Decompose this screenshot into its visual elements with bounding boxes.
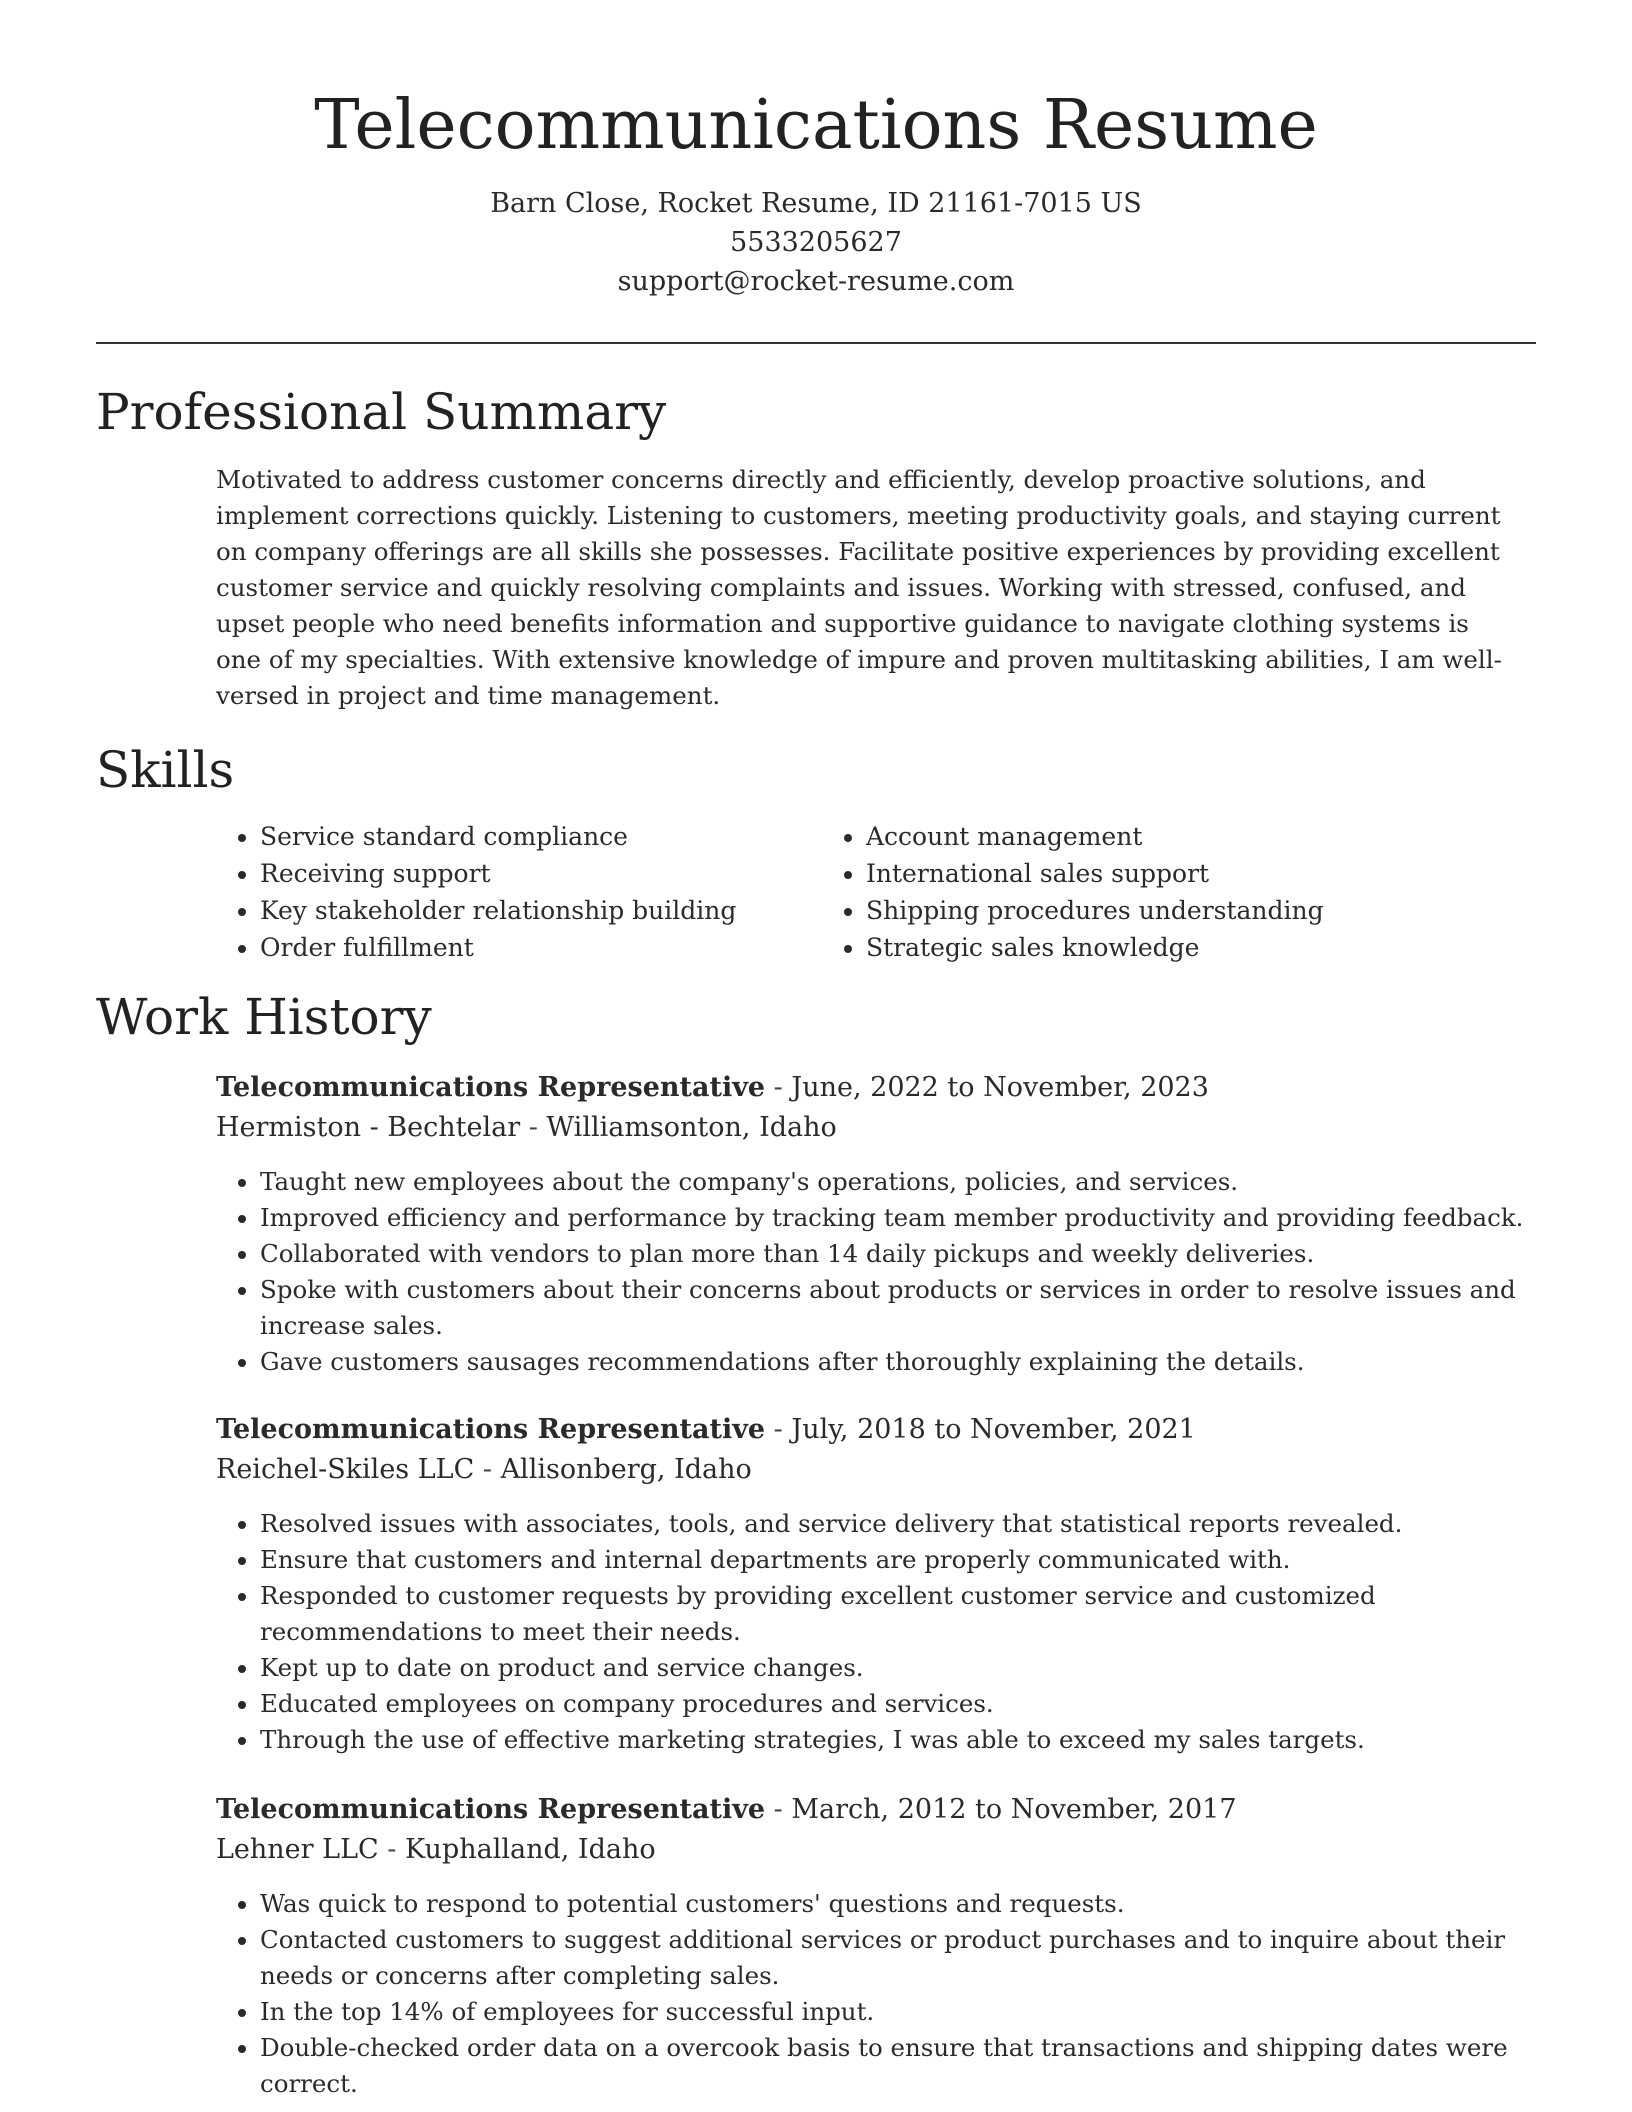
skills-list (216, 818, 1516, 966)
separator: - (765, 1414, 792, 1445)
job-title: Telecommunications Representative (216, 1794, 766, 1825)
header-divider (96, 342, 1536, 344)
job-location: Kuphalland, Idaho (404, 1834, 656, 1865)
contact-phone: 5533205627 (730, 227, 902, 258)
skills-column-left (216, 818, 822, 966)
job-bullet: • Was quick to respond to potential customers' questions and requests. (260, 1886, 1526, 1922)
job-title: Telecommunications Representative (216, 1072, 766, 1103)
separator: - (765, 1072, 792, 1103)
resume-header (96, 80, 1536, 301)
contact-email: support@rocket-resume.com (617, 266, 1015, 297)
job-company: Hermiston - Bechtelar (216, 1112, 521, 1143)
job-company-line (216, 1450, 1526, 1490)
job-bullet: • Responded to customer requests by providing excellent customer service and customized recommendations to meet their needs. (260, 1578, 1526, 1650)
skills-column-right (822, 818, 1428, 966)
skill-item: • Receiving support (260, 855, 822, 892)
work-history-heading: Work History (96, 988, 432, 1046)
job-dates: June, 2022 to November, 2023 (791, 1072, 1209, 1103)
job-bullet: • Gave customers sausages recommendations after thoroughly explaining the details. (260, 1344, 1526, 1380)
separator: - (520, 1112, 547, 1143)
summary-text: Motivated to address customer concerns directly and efficiently, develop proactive solutions, and implement corrections quickly. Listening to customers, meeting productivity goals, and staying current on company offerings are all skills she possesses. Facilitate positive experiences by providing excellent customer service and quickly resolving complaints and issues. Working with stressed, confused, and upset people who need benefits information and supportive guidance to navigate clothing systems is one of my specialties. With extensive knowledge of impure and proven multitasking abilities, I am well-versed in project and time management. (216, 465, 1502, 710)
job-dates: July, 2018 to November, 2021 (791, 1414, 1196, 1445)
skill-item: • Strategic sales knowledge (866, 929, 1428, 966)
skill-item: • Order fulfillment (260, 929, 822, 966)
job-bullets (216, 1886, 1526, 2102)
job-location: Williamsonton, Idaho (546, 1112, 837, 1143)
job-dates: March, 2012 to November, 2017 (791, 1794, 1237, 1825)
summary-heading: Professional Summary (96, 383, 667, 441)
job-title: Telecommunications Representative (216, 1414, 766, 1445)
job-bullets (216, 1164, 1526, 1380)
skill-item: • Account management (866, 818, 1428, 855)
job-company-line (216, 1830, 1526, 1870)
job-title-line (216, 1068, 1526, 1108)
job-entry (216, 1410, 1526, 1758)
job-entry (216, 1068, 1526, 1380)
separator: - (765, 1794, 792, 1825)
job-company-line (216, 1108, 1526, 1148)
job-entry (216, 1790, 1526, 2102)
job-bullets (216, 1506, 1526, 1758)
skill-item: • Shipping procedures understanding (866, 892, 1428, 929)
job-location: Allisonberg, Idaho (500, 1454, 752, 1485)
job-title-line (216, 1790, 1526, 1830)
job-bullet: • Double-checked order data on a overcook basis to ensure that transactions and shipping dates were correct. (260, 2030, 1526, 2102)
job-bullet: • Kept up to date on product and service changes. (260, 1650, 1526, 1686)
separator: - (378, 1834, 405, 1865)
job-bullet: • Ensure that customers and internal departments are properly communicated with. (260, 1542, 1526, 1578)
skill-item: • Key stakeholder relationship building (260, 892, 822, 929)
skill-item: • Service standard compliance (260, 818, 822, 855)
skill-item: • International sales support (866, 855, 1428, 892)
job-company: Reichel-Skiles LLC (216, 1454, 475, 1485)
skills-heading: Skills (96, 741, 235, 799)
job-bullet: • Improved efficiency and performance by tracking team member productivity and providing feedback. (260, 1200, 1526, 1236)
separator: - (474, 1454, 501, 1485)
job-title-line (216, 1410, 1526, 1450)
resume-name: Telecommunications Resume (314, 86, 1318, 165)
job-bullet: • Taught new employees about the company's operations, policies, and services. (260, 1164, 1526, 1200)
job-bullet: • Contacted customers to suggest additional services or product purchases and to inquire about their needs or concerns after completing sales. (260, 1922, 1526, 1994)
job-bullet: • Educated employees on company procedures and services. (260, 1686, 1526, 1722)
job-bullet: • Through the use of effective marketing strategies, I was able to exceed my sales targets. (260, 1722, 1526, 1758)
job-company: Lehner LLC (216, 1834, 379, 1865)
contact-address: Barn Close, Rocket Resume, ID 21161-7015 US (490, 188, 1142, 219)
job-bullet: • Resolved issues with associates, tools, and service delivery that statistical reports revealed. (260, 1506, 1526, 1542)
job-bullet: • Collaborated with vendors to plan more than 14 daily pickups and weekly deliveries. (260, 1236, 1526, 1272)
job-bullet: • Spoke with customers about their concerns about products or services in order to resolve issues and increase sales. (260, 1272, 1526, 1344)
job-bullet: • In the top 14% of employees for successful input. (260, 1994, 1526, 2030)
